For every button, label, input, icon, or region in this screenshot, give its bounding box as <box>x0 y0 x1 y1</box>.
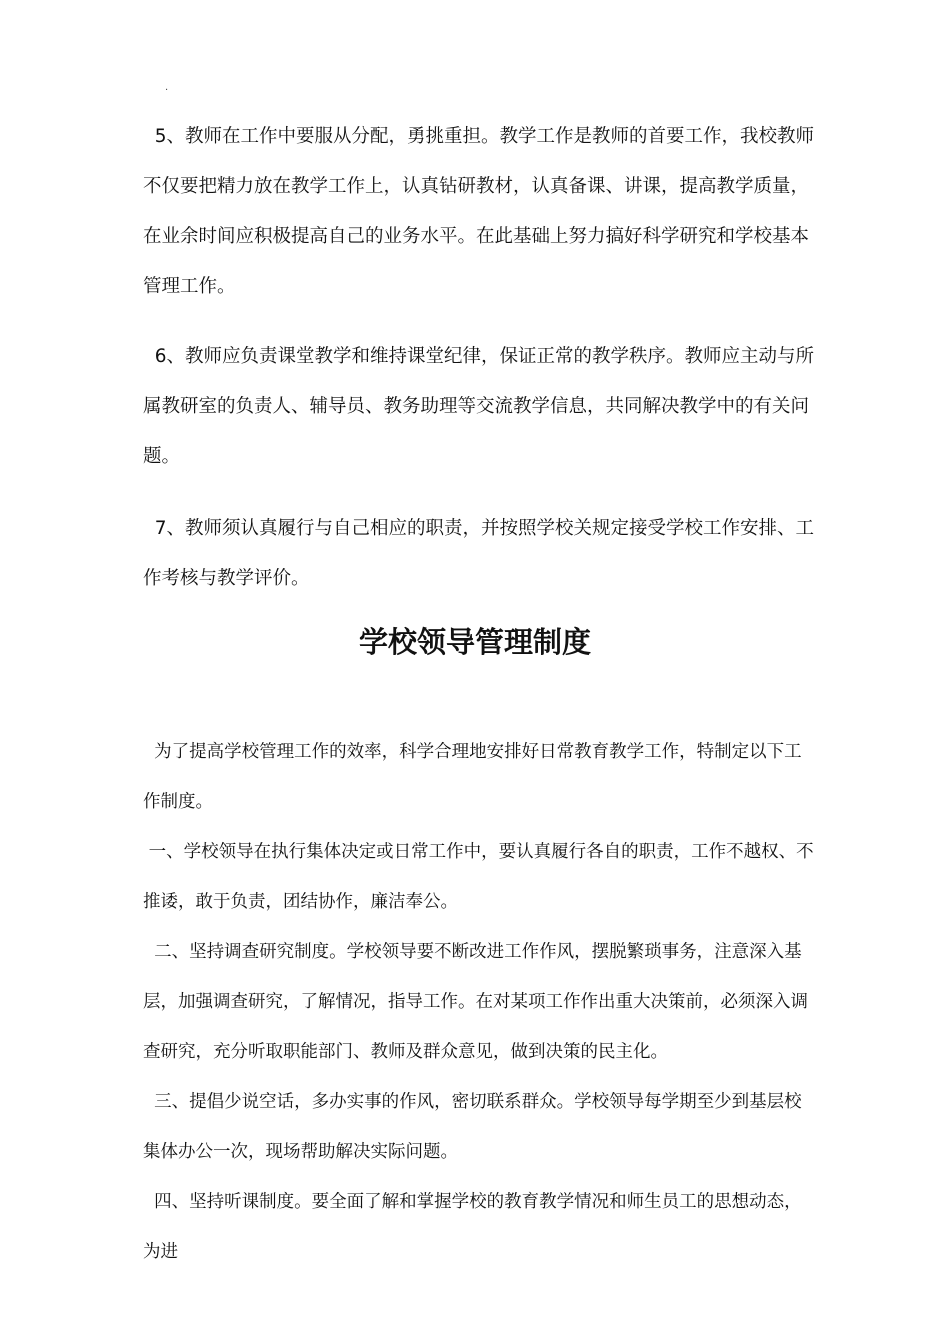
paragraph-item-6: 6、教师应负责课堂教学和维持课堂纪律，保证正常的教学秩序。教师应主动与所属教研室的负责人、辅导员、教务助理等交流教学信息，共同解决教学中的有关问题。 <box>143 346 815 467</box>
paragraph-item-7: 7、教师须认真履行与自己相应的职责，并按照学校关规定接受学校工作安排、工作考核与教学评价。 <box>143 518 815 589</box>
paragraph-rule-4: 四、坚持听课制度。要全面了解和掌握学校的教育教学情况和师生员工的思想动态，为进 <box>143 1192 802 1262</box>
paragraph-intro: 为了提高学校管理工作的效率，科学合理地安排好日常教育教学工作，特制定以下工作制度。 <box>143 742 802 812</box>
paragraph-rule-2: 二、坚持调查研究制度。学校领导要不断改进工作作风，摆脱繁琐事务，注意深入基层，加强调查研究，了解情况，指导工作。在对某项工作作出重大决策前，必须深入调查研究，充分听取职能部门、教师及群众意见，做到决策的民主化。 <box>143 942 808 1062</box>
paragraph-item-5: 5、教师在工作中要服从分配，勇挑重担。教学工作是教师的首要工作，我校教师不仅要把精力放在教学工作上，认真钻研教材，认真备课、讲课，提高教学质量，在业余时间应积极提高自己的业务水平。在此基础上努力搞好科学研究和学校基本管理工作。 <box>143 126 815 297</box>
section-title: 学校领导管理制度 <box>358 625 591 659</box>
paragraph-rule-1: 一、学校领导在执行集体决定或日常工作中，要认真履行各自的职责，工作不越权、不推诿，敢于负责，团结协作，廉洁奉公。 <box>143 842 814 912</box>
paragraph-rule-3: 三、提倡少说空话，多办实事的作风，密切联系群众。学校领导每学期至少到基层校集体办公一次，现场帮助解决实际问题。 <box>143 1092 802 1162</box>
header-mark: · <box>165 85 169 96</box>
